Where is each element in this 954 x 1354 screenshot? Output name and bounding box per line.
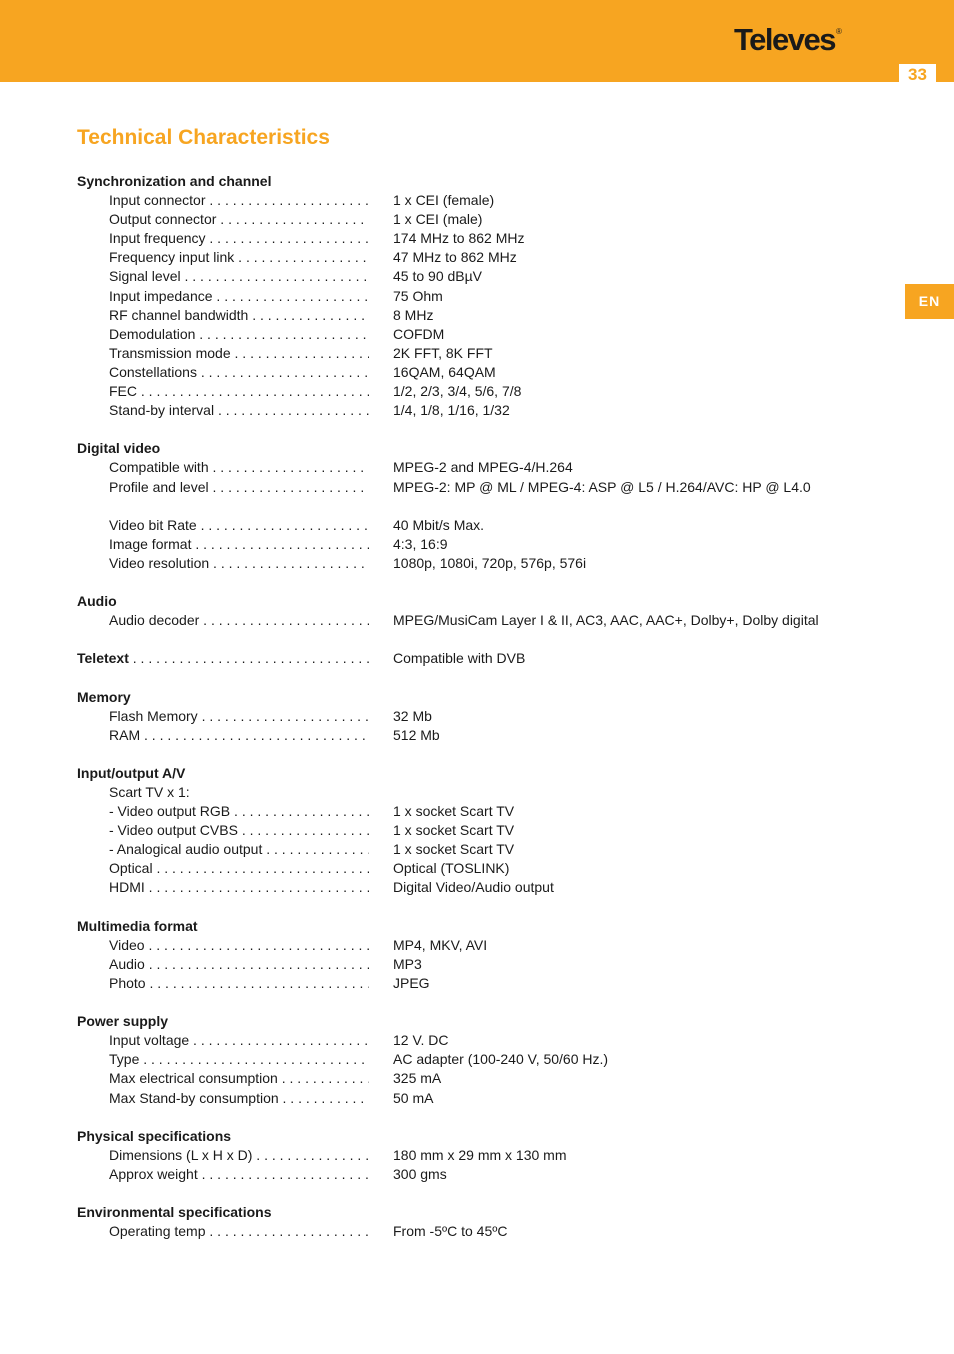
spec-value: 174 MHz to 862 MHz [393, 230, 525, 247]
spec-value: 45 to 90 dBµV [393, 268, 483, 285]
spec-label: Max Stand-by consumption . . . [109, 1089, 369, 1108]
spec-row [0, 516, 954, 535]
spec-row [0, 306, 954, 325]
spec-label: FEC . . . [109, 382, 369, 401]
section-heading: Power supply [77, 1013, 169, 1030]
spec-label: Teletext . . . [77, 649, 369, 668]
spec-row [0, 191, 954, 210]
spec-row [0, 955, 954, 974]
spec-value: Compatible with DVB [393, 650, 526, 667]
spec-row [0, 344, 954, 363]
spec-value: COFDM [393, 325, 445, 342]
spec-row [0, 878, 954, 897]
spec-label: RAM . . . [109, 726, 369, 745]
spec-value: From -5ºC to 45ºC [393, 1223, 508, 1240]
spec-table [0, 172, 954, 1241]
spec-value: 1 x socket Scart TV [393, 841, 515, 858]
spec-row [0, 1031, 954, 1050]
spec-value: MPEG-2: MP @ ML / MPEG-4: ASP @ L5 / H.264/AVC: HP @ L4.0 [393, 478, 811, 495]
spec-value: 1 x socket Scart TV [393, 822, 515, 839]
spec-label: Constellations . . . [109, 363, 369, 382]
spec-row [0, 554, 954, 573]
spec-row [0, 210, 954, 229]
spec-row [0, 707, 954, 726]
spec-label: Max electrical consumption . . . [109, 1069, 369, 1088]
spec-label: RF channel bandwidth . . . [109, 306, 369, 325]
spec-label: Video resolution . . . [109, 554, 369, 573]
spec-row [0, 325, 954, 344]
spec-label: Input frequency . . . [109, 229, 369, 248]
spec-value: 8 MHz [393, 306, 434, 323]
spec-label: Video . . . [109, 936, 369, 955]
spec-subheading [0, 783, 954, 802]
spec-value: 16QAM, 64QAM [393, 363, 496, 380]
spec-row [0, 1089, 954, 1108]
section-heading: Digital video [77, 440, 161, 457]
spec-value: 1/4, 1/8, 1/16, 1/32 [393, 402, 510, 419]
spec-row [0, 1146, 954, 1165]
spec-label: Demodulation . . . [109, 325, 369, 344]
spec-value: 12 V. DC [393, 1032, 449, 1049]
section-heading: Audio [77, 593, 117, 610]
spec-label: Input voltage . . . [109, 1031, 369, 1050]
spec-label: Audio decoder . . . [109, 611, 369, 630]
spec-row [0, 478, 954, 497]
spec-row [0, 726, 954, 745]
spec-value: MP3 [393, 955, 422, 972]
spec-row [0, 1069, 954, 1088]
spec-label: Signal level . . . [109, 267, 369, 286]
spec-value: 47 MHz to 862 MHz [393, 249, 517, 266]
spec-label: - Analogical audio output . . . [109, 840, 369, 859]
spec-label: - Video output RGB . . . [109, 802, 369, 821]
spec-row [0, 1165, 954, 1184]
spec-label: Optical . . . [109, 859, 369, 878]
spec-label: Scart TV x 1: [109, 784, 190, 800]
spec-row [0, 248, 954, 267]
page-title: Technical Characteristics [77, 126, 330, 149]
spec-row [0, 1222, 954, 1241]
spec-value: 512 Mb [393, 726, 440, 743]
spec-value: MP4, MKV, AVI [393, 936, 488, 953]
spec-value: 1 x socket Scart TV [393, 803, 515, 820]
spec-label: Audio . . . [109, 955, 369, 974]
spec-value: 1 x CEI (male) [393, 211, 483, 228]
section-heading: Environmental specifications [77, 1204, 272, 1221]
spec-label: Input impedance . . . [109, 287, 369, 306]
spec-value: 50 mA [393, 1089, 434, 1106]
spec-value: MPEG-2 and MPEG-4/H.264 [393, 459, 573, 476]
spec-label: Image format . . . [109, 535, 369, 554]
spec-row [0, 267, 954, 286]
spec-value: 1080p, 1080i, 720p, 576p, 576i [393, 554, 587, 571]
spec-label: Video bit Rate . . . [109, 516, 369, 535]
spec-label: Photo . . . [109, 974, 369, 993]
spec-row [0, 802, 954, 821]
spec-value: 325 mA [393, 1070, 442, 1087]
spec-value: 180 mm x 29 mm x 130 mm [393, 1146, 567, 1163]
spec-row [0, 458, 954, 477]
spec-row-teletext [0, 649, 954, 668]
spec-row [0, 1050, 954, 1069]
spec-label: Compatible with . . . [109, 458, 369, 477]
spec-label: Output connector . . . [109, 210, 369, 229]
spec-label: HDMI . . . [109, 878, 369, 897]
section-heading: Synchronization and channel [77, 173, 272, 189]
spec-label: Flash Memory . . . [109, 707, 369, 726]
spec-label: - Video output CVBS . . . [109, 821, 369, 840]
spec-row [0, 611, 954, 630]
spec-label: Type . . . [109, 1050, 369, 1069]
spec-label: Frequency input link . . . [109, 248, 369, 267]
spec-row [0, 859, 954, 878]
spec-value: 4:3, 16:9 [393, 535, 448, 552]
spec-value: AC adapter (100-240 V, 50/60 Hz.) [393, 1051, 609, 1068]
spec-value: Optical (TOSLINK) [393, 860, 510, 877]
section-heading: Input/output A/V [77, 764, 186, 781]
spec-value: 300 gms [393, 1165, 447, 1182]
page-number: 33 [899, 64, 936, 86]
spec-value: 1/2, 2/3, 3/4, 5/6, 7/8 [393, 383, 522, 400]
spec-label: Transmission mode . . . [109, 344, 369, 363]
spec-label: Stand-by interval . . . [109, 401, 369, 420]
spec-value: 32 Mb [393, 707, 432, 724]
spec-row [0, 840, 954, 859]
spec-value: 40 Mbit/s Max. [393, 516, 485, 533]
spec-label: Operating temp . . . [109, 1222, 369, 1241]
spec-row [0, 229, 954, 248]
language-tab: EN [905, 284, 954, 319]
spec-label: Dimensions (L x H x D) . . . [109, 1146, 369, 1165]
spec-row [0, 974, 954, 993]
spec-row [0, 821, 954, 840]
spec-label: Input connector . . . [109, 191, 369, 210]
spec-row [0, 535, 954, 554]
spec-value: 2K FFT, 8K FFT [393, 344, 493, 361]
spec-value: Digital Video/Audio output [393, 879, 554, 896]
spec-label: Profile and level . . . [109, 478, 369, 497]
section-heading: Multimedia format [77, 917, 198, 934]
televes-logo: Televes® [734, 22, 842, 57]
spec-label: Approx weight . . . [109, 1165, 369, 1184]
section-heading: Physical specifications [77, 1127, 232, 1144]
spec-row [0, 287, 954, 306]
spec-value: JPEG [393, 974, 430, 991]
spec-row [0, 363, 954, 382]
spec-value: 75 Ohm [393, 287, 443, 304]
spec-row [0, 401, 954, 420]
spec-value: MPEG/MusiCam Layer I & II, AC3, AAC, AAC+, Dolby+, Dolby digital [393, 612, 819, 629]
spec-row [0, 936, 954, 955]
spec-value: 1 x CEI (female) [393, 192, 495, 209]
spec-row [0, 382, 954, 401]
section-heading: Memory [77, 688, 131, 705]
